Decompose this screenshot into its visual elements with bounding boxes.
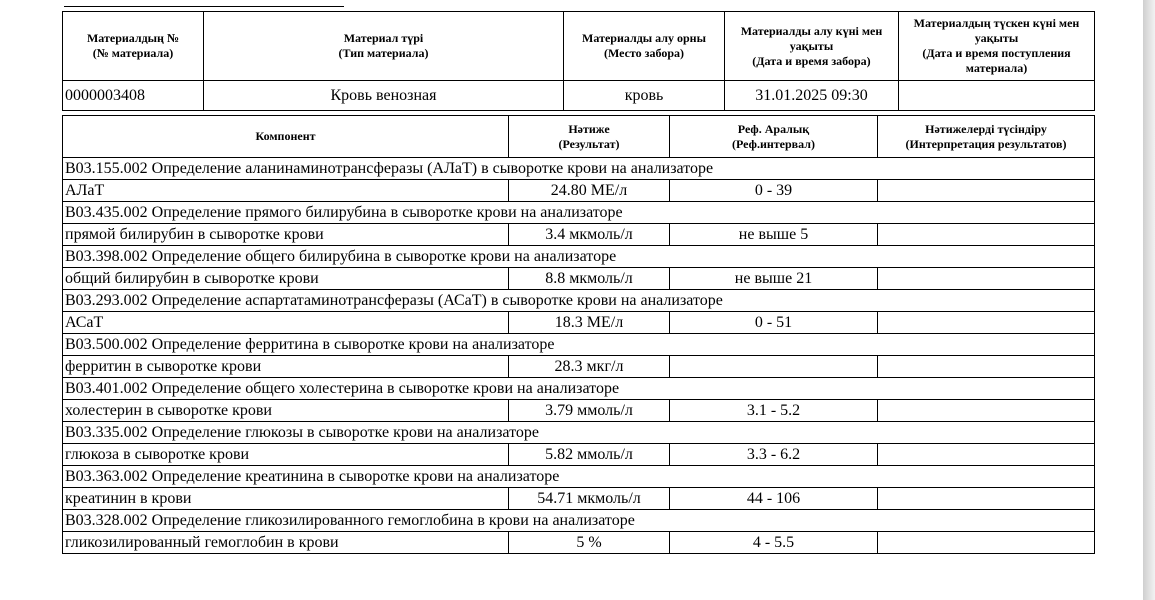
result-component: АЛаТ [63,180,509,202]
col-material-no: Материалдың № (№ материала) [63,12,204,81]
result-ref-interval: 44 - 106 [670,488,878,510]
result-interpretation [878,488,1095,510]
col-result: Нәтиже (Результат) [509,116,670,158]
col-ref-interval: Реф. Аралық (Реф.интервал) [670,116,878,158]
test-section-title: B03.155.002 Определение аланинаминотрансферазы (АЛаТ) в сыворотке крови на анализаторе [63,158,1095,180]
test-section-row [63,510,1095,532]
test-section-title: B03.328.002 Определение гликозилированного гемоглобина в крови на анализаторе [63,510,1095,532]
result-row [63,224,1095,246]
result-interpretation [878,312,1095,334]
result-value: 18.3 МЕ/л [509,312,670,334]
result-interpretation [878,224,1095,246]
result-interpretation [878,356,1095,378]
result-component: ферритин в сыворотке крови [63,356,509,378]
sample-datetime-value: 31.01.2025 09:30 [725,81,899,111]
result-row [63,180,1095,202]
result-ref-interval: 3.3 - 6.2 [670,444,878,466]
test-section-title: B03.435.002 Определение прямого билирубина в сыворотке крови на анализаторе [63,202,1095,224]
material-info-table [62,11,1095,111]
test-section-row [63,246,1095,268]
result-row [63,312,1095,334]
result-row [63,400,1095,422]
col-sample-place: Материалды алу орны (Место забора) [564,12,725,81]
test-section-title: B03.293.002 Определение аспартатаминотрансферазы (АСаТ) в сыворотке крови на анализаторе [63,290,1095,312]
col-component: Компонент [63,116,509,158]
result-value: 54.71 мкмоль/л [509,488,670,510]
result-value: 3.4 мкмоль/л [509,224,670,246]
test-section-row [63,290,1095,312]
result-row [63,532,1095,554]
material-type-value: Кровь венозная [204,81,564,111]
result-component: гликозилированный гемоглобин в крови [63,532,509,554]
result-component: АСаТ [63,312,509,334]
test-section-row [63,466,1095,488]
test-section-row [63,422,1095,444]
col-material-type: Материал түрі (Тип материала) [204,12,564,81]
result-ref-interval: не выше 21 [670,268,878,290]
result-component: прямой билирубин в сыворотке крови [63,224,509,246]
result-value: 5 % [509,532,670,554]
col-sample-datetime: Материалды алу күні мен уақыты (Дата и время забора) [725,12,899,81]
test-section-title: B03.335.002 Определение глюкозы в сыворотке крови на анализаторе [63,422,1095,444]
col-received-datetime: Материалдың түскен күні мен уақыты (Дата и время поступления материала) [899,12,1095,81]
result-ref-interval: не выше 5 [670,224,878,246]
result-ref-interval: 0 - 39 [670,180,878,202]
sample-place-value: кровь [564,81,725,111]
test-section-title: B03.401.002 Определение общего холестерина в сыворотке крови на анализаторе [63,378,1095,400]
result-component: холестерин в сыворотке крови [63,400,509,422]
received-datetime-value [899,81,1095,111]
result-interpretation [878,268,1095,290]
result-component: глюкоза в сыворотке крови [63,444,509,466]
page-edge-shadow [1143,0,1155,600]
result-interpretation [878,532,1095,554]
result-ref-interval [670,356,878,378]
result-component: креатинин в крови [63,488,509,510]
test-section-title: B03.363.002 Определение креатинина в сыворотке крови на анализаторе [63,466,1095,488]
result-interpretation [878,444,1095,466]
result-value: 24.80 МЕ/л [509,180,670,202]
test-section-row [63,158,1095,180]
test-section-row [63,202,1095,224]
result-ref-interval: 3.1 - 5.2 [670,400,878,422]
results-table [62,115,1095,554]
result-value: 3.79 ммоль/л [509,400,670,422]
result-row [63,268,1095,290]
test-section-row [63,334,1095,356]
result-ref-interval: 4 - 5.5 [670,532,878,554]
cut-off-text-line [64,0,344,7]
result-component: общий билирубин в сыворотке крови [63,268,509,290]
result-value: 5.82 ммоль/л [509,444,670,466]
result-interpretation [878,400,1095,422]
col-interpretation: Нәтижелерді түсіндіру (Интерпретация результатов) [878,116,1095,158]
result-interpretation [878,180,1095,202]
test-section-row [63,378,1095,400]
result-value: 8.8 мкмоль/л [509,268,670,290]
result-ref-interval: 0 - 51 [670,312,878,334]
result-value: 28.3 мкг/л [509,356,670,378]
result-row [63,356,1095,378]
test-section-title: B03.398.002 Определение общего билирубина в сыворотке крови на анализаторе [63,246,1095,268]
test-section-title: B03.500.002 Определение ферритина в сыворотке крови на анализаторе [63,334,1095,356]
result-row [63,488,1095,510]
result-row [63,444,1095,466]
material-no-value: 0000003408 [63,81,204,111]
